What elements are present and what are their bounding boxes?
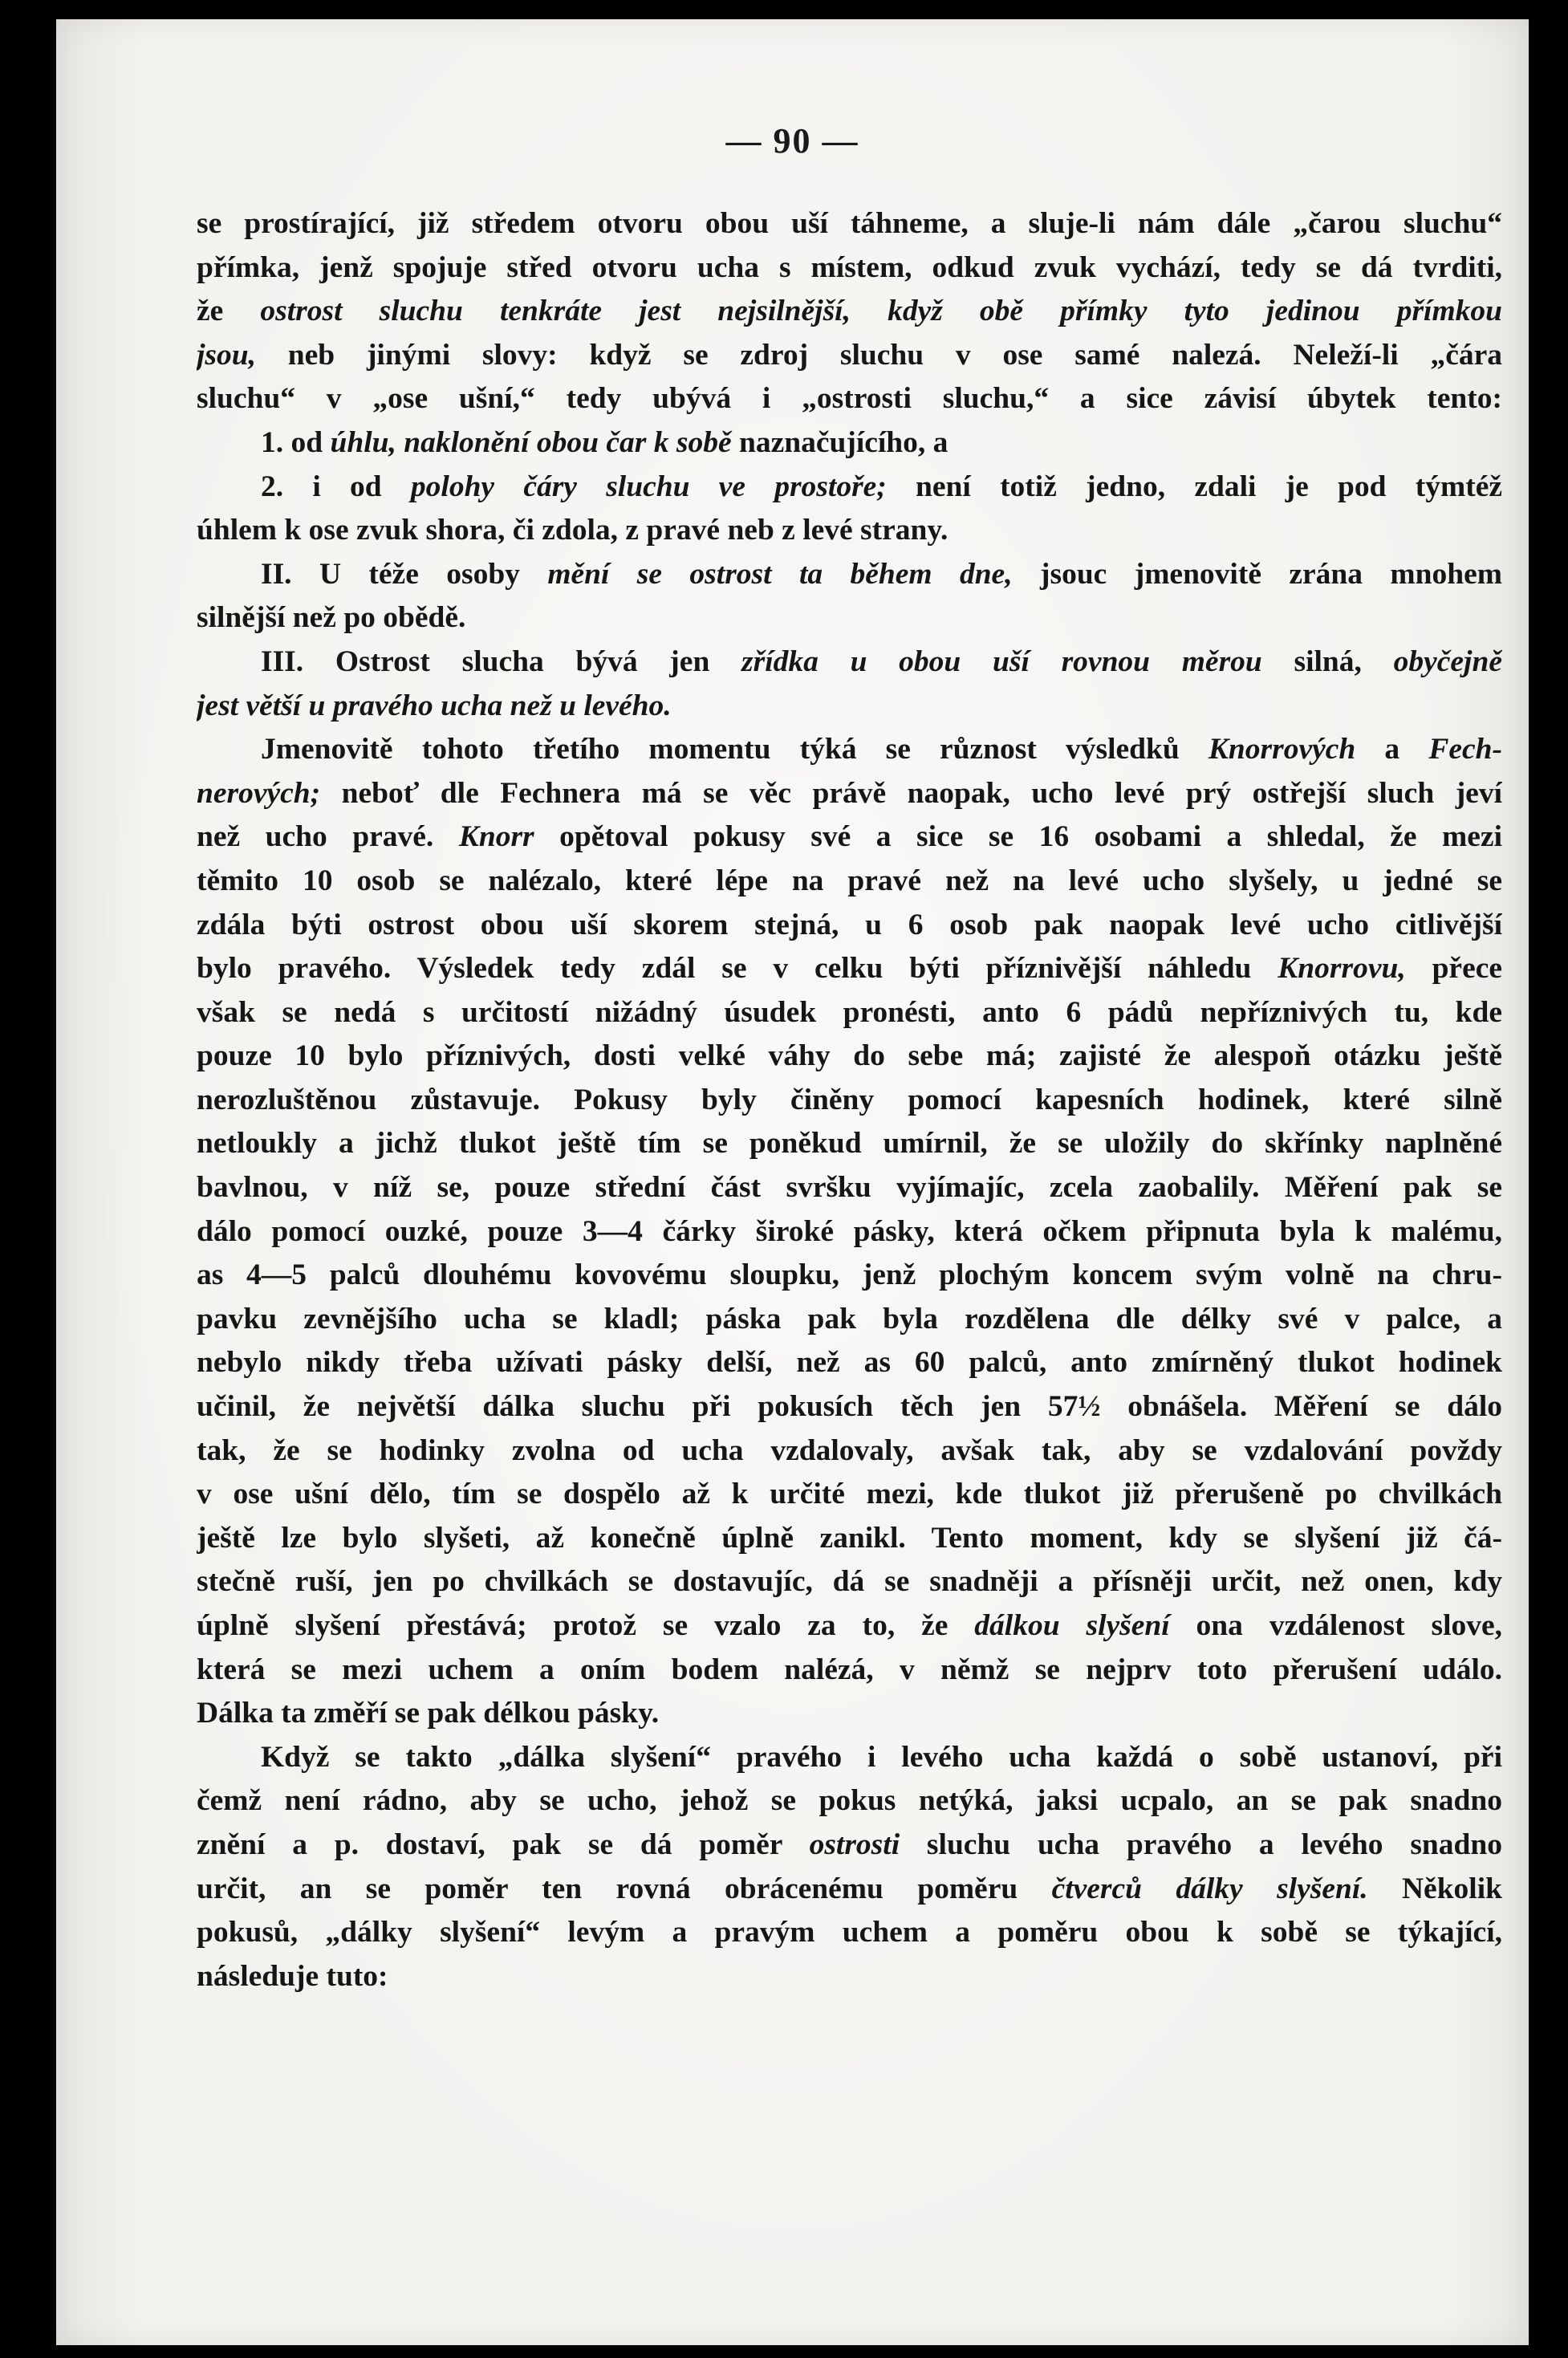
text-run: Několik: [1367, 1872, 1502, 1905]
text-line: [197, 728, 1502, 772]
text-line: [197, 1254, 1502, 1298]
text-line: [197, 991, 1502, 1035]
text-run: opětoval pokusy své a sice se 16 osobami a shledal, že mezi: [534, 820, 1502, 854]
page-number: — 90 —: [725, 121, 859, 161]
text-run: úhlem k ose zvuk shora, či zdola, z pravé neb z levé strany.: [197, 514, 949, 547]
text-run: zdála býti ostrost obou uší skorem stejná, u 6 osob pak naopak levé ucho citlivější: [197, 908, 1502, 941]
text-line: [197, 1911, 1502, 1955]
italic-text: Knorrových: [1208, 733, 1356, 766]
text-run: sluchu“ v „ose ušní,“ tedy ubývá i „ostrosti sluchu,“ a sice závisí úbytek tento:: [197, 382, 1502, 416]
text-run: nerozluštěnou zůstavuje. Pokusy byly činěny pomocí kapesních hodinek, které silně: [197, 1083, 1502, 1116]
text-line: [197, 421, 1502, 466]
text-run: není totiž jedno, zdali je pod týmtéž: [886, 470, 1502, 503]
italic-text: dálkou slyšení: [974, 1609, 1170, 1642]
text-line: [197, 509, 1502, 553]
text-run: 1. od: [261, 425, 331, 459]
text-run: bavlnou, v níž se, pouze střední část svršku vyjímajíc, zcela zaobalily. Měření pak se: [197, 1171, 1502, 1205]
text-line: [197, 685, 1502, 729]
text-run: přímka, jenž spojuje střed otvoru ucha s místem, odkud zvuk vychází, tedy se dá tvrditi,: [197, 250, 1502, 284]
text-line: [197, 290, 1502, 334]
text-run: neb jinými slovy: když se zdroj sluchu v ose samé nalezá. Neleží-li „čára: [256, 338, 1502, 372]
text-run: pavku zevnějšího ucha se kladl; páska pak byla rozdělena dle délky své v palce, a: [197, 1302, 1502, 1336]
italic-text: ostrost sluchu tenkráte jest nejsilnější, když obě přímky tyto jedinou přímkou: [260, 295, 1502, 328]
text-run: úplně slyšení přestává; protož se vzalo za to, že: [197, 1609, 975, 1642]
text-line: [197, 815, 1502, 860]
text-run: dálo pomocí ouzké, pouze 3—4 čárky široké pásky, která očkem připnuta byla k malému,: [197, 1214, 1502, 1248]
text-line: [197, 1649, 1502, 1693]
italic-text: Knorrovu,: [1278, 952, 1406, 986]
book-page: [56, 19, 1529, 2345]
text-run: as 4—5 palců dlouhému kovovému sloupku, jenž plochým koncem svým volně na chru-: [197, 1258, 1502, 1292]
text-line: [197, 1823, 1502, 1868]
text-line: [197, 334, 1502, 378]
italic-text: Knorr: [458, 820, 534, 854]
text-run: Dálka ta změří se pak délkou pásky.: [197, 1697, 660, 1730]
text-line: [197, 553, 1502, 597]
text-run: těmito 10 osob se nalézalo, které lépe na pravé než na levé ucho slyšely, u jedné se: [197, 864, 1502, 897]
text-run: že: [197, 295, 261, 328]
text-line: [197, 1736, 1502, 1780]
text-run: a: [1355, 733, 1429, 766]
text-run: II. U téže osoby: [261, 557, 548, 591]
text-line: [197, 1868, 1502, 1912]
text-run: znění a p. dostaví, pak se dá poměr: [197, 1827, 810, 1861]
body-text: [197, 202, 1502, 1998]
italic-text: úhlu, naklonění obou čar k sobě: [330, 425, 732, 459]
text-line: [197, 1692, 1502, 1736]
text-run: 2. i od: [261, 470, 411, 503]
text-run: bylo pravého. Výsledek tedy zdál se v celku býti příznivější náhledu: [197, 952, 1278, 986]
text-run: netloukly a jichž tlukot ještě tím se poněkud umírnil, že se uložily do skřínky naplněné: [197, 1127, 1502, 1161]
text-line: [197, 1560, 1502, 1604]
text-line: [197, 1517, 1502, 1561]
text-run: která se mezi uchem a oním bodem nalézá, v němž se nejprv toto přerušení událo.: [197, 1653, 1502, 1686]
text-run: III. Ostrost slucha bývá jen: [261, 644, 742, 678]
text-run: pokusů, „dálky slyšení“ levým a pravým uchem a poměru obou k sobě se týkající,: [197, 1916, 1502, 1949]
text-run: než ucho pravé.: [197, 820, 459, 854]
text-line: [197, 1955, 1502, 1999]
text-line: [197, 377, 1502, 421]
text-run: nebylo nikdy třeba užívati pásky delší, než as 60 palců, anto zmírněný tlukot hodinek: [197, 1346, 1502, 1380]
text-run: Když se takto „dálka slyšení“ pravého i levého ucha každá o sobě ustanoví, při: [261, 1740, 1502, 1774]
text-line: [197, 246, 1502, 291]
text-run: čemž není rádno, aby se ucho, jehož se pokus netýká, jaksi ucpalo, an se pak snadno: [197, 1784, 1502, 1818]
text-run: silnější než po obědě.: [197, 601, 466, 635]
italic-text: nerových;: [197, 776, 321, 810]
text-line: [197, 1429, 1502, 1474]
text-line: [197, 1779, 1502, 1823]
text-line: [197, 1035, 1502, 1079]
text-line: [197, 860, 1502, 904]
text-run: stečně ruší, jen po chvilkách se dostavujíc, dá se snadněji a přísněji určit, než onen, kdy: [197, 1565, 1502, 1599]
italic-text: obyčejně: [1393, 644, 1502, 678]
text-run: tak, že se hodinky zvolna od ucha vzdalovaly, avšak tak, aby se vzdalování povždy: [197, 1433, 1502, 1467]
text-line: [197, 1473, 1502, 1517]
italic-text: jest větší u pravého ucha než u levého.: [197, 689, 672, 722]
italic-text: Fech-: [1428, 733, 1502, 766]
text-line: [197, 1210, 1502, 1254]
text-run: následuje tuto:: [197, 1959, 388, 1993]
text-run: v ose ušní dělo, tím se dospělo až k určité mezi, kde tlukot již přerušeně po chvilkách: [197, 1478, 1502, 1511]
text-line: [197, 1166, 1502, 1210]
text-line: [197, 1298, 1502, 1342]
italic-text: mění se ostrost ta během dne,: [547, 557, 1013, 591]
italic-text: čtverců dálky slyšení.: [1051, 1872, 1368, 1905]
text-run: Jmenovitě tohoto třetího momentu týká se různost výsledků: [261, 733, 1208, 766]
text-run: silná,: [1261, 644, 1394, 678]
italic-text: polohy čáry sluchu ve prostoře;: [410, 470, 887, 503]
text-run: určit, an se poměr ten rovná obrácenému poměru: [197, 1872, 1052, 1905]
italic-text: ostrosti: [809, 1827, 900, 1861]
scan-frame: [14, 5, 1555, 2352]
text-run: však se nedá s určitostí nižádný úsudek pronésti, anto 6 pádů nepříznivých tu, kde: [197, 995, 1502, 1029]
text-run: přece: [1405, 952, 1502, 986]
text-line: [197, 1079, 1502, 1123]
text-line: [197, 596, 1502, 640]
text-run: pouze 10 bylo příznivých, dosti velké váhy do sebe má; zajisté že alespoň otázku ještě: [197, 1039, 1502, 1073]
text-line: [197, 1341, 1502, 1385]
text-run: ještě lze bylo slyšeti, až konečně úplně zanikl. Tento moment, kdy se slyšení již čá-: [197, 1521, 1502, 1555]
text-line: [197, 1385, 1502, 1429]
text-line: [197, 640, 1502, 685]
italic-text: jsou,: [197, 338, 256, 372]
text-line: [197, 947, 1502, 991]
text-run: se prostírající, již středem otvoru obou uší táhneme, a sluje-li nám dále „čarou sluchu“: [197, 207, 1502, 240]
text-line: [197, 904, 1502, 948]
italic-text: zřídka u obou uší rovnou měrou: [741, 644, 1262, 678]
text-run: jsouc jmenovitě zrána mnohem: [1012, 557, 1502, 591]
text-run: neboť dle Fechnera má se věc právě naopak, ucho levé prý ostřejší sluch jeví: [320, 776, 1502, 810]
text-line: [197, 1122, 1502, 1166]
text-run: sluchu ucha pravého a levého snadno: [900, 1827, 1502, 1861]
text-run: ona vzdálenost slove,: [1169, 1609, 1502, 1642]
text-line: [197, 1604, 1502, 1649]
text-run: naznačujícího, a: [731, 425, 949, 459]
text-line: [197, 202, 1502, 246]
text-line: [197, 772, 1502, 816]
text-run: učinil, že největší dálka sluchu při pokusích těch jen 57½ obnášela. Měření se dálo: [197, 1390, 1502, 1424]
text-line: [197, 466, 1502, 510]
